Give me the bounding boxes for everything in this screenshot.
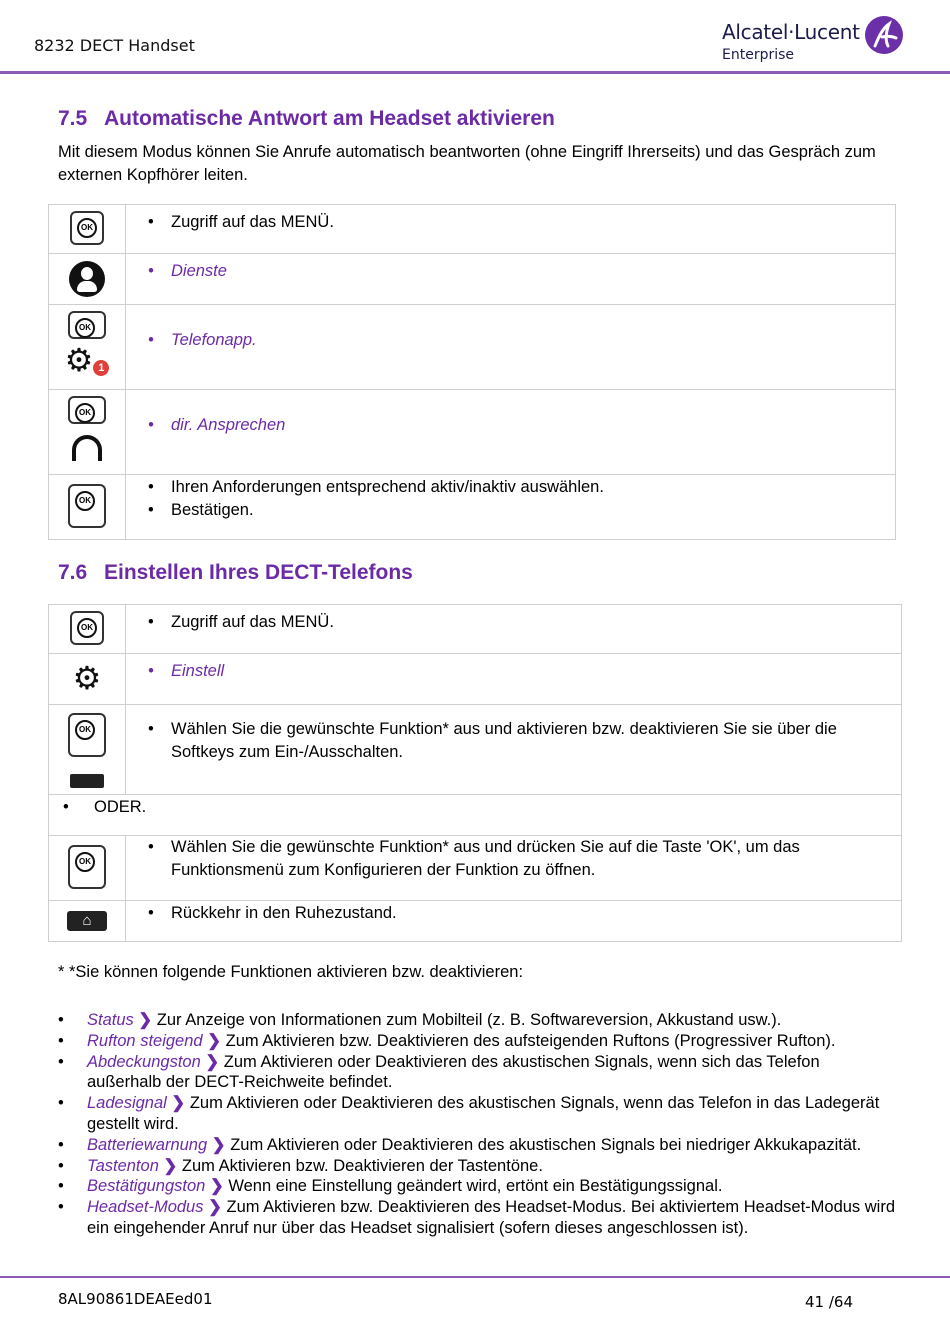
function-desc: Zum Aktivieren bzw. Deaktivieren der Tastentöne. [181,1156,543,1175]
step-text: • dir. Ansprechen [148,414,895,437]
function-name: Bestätigungston [87,1177,206,1196]
step-text-cell [126,654,902,705]
step-text-cell [126,605,902,654]
step-icon-cell [49,836,126,901]
function-name: Ladesignal [87,1094,167,1113]
header-divider [0,71,950,74]
chevron-right-icon: ❯ [171,1094,186,1113]
step-text: • Dienste [148,260,895,283]
chevron-right-icon: ❯ [211,1135,226,1154]
section-7-5-heading [58,107,555,131]
logo-mark-icon [865,16,903,54]
step-text-cell [126,836,902,901]
home-key-icon [67,911,107,931]
document-title: 8232 DECT Handset [34,36,195,55]
step-text-cell [126,205,896,254]
step-text: • Rückkehr in den Ruhezustand. [148,902,901,925]
logo-brand-text: Alcatel·Lucent [722,20,860,44]
list-item [58,1031,898,1052]
step-text-value: ODER. [94,798,147,816]
footer-divider [0,1276,950,1278]
step-icon-cell [49,654,126,705]
step-icon-cell [49,605,126,654]
list-item [58,1052,898,1094]
step-row [49,475,896,540]
chevron-right-icon: ❯ [207,1031,222,1050]
step-icon-cell [49,901,126,942]
function-desc: Zum Aktivieren oder Deaktivieren des akustischen Signals, wenn sich das Telefon außerhalb der DECT-Reichweite befindet. [87,1052,820,1092]
step-row [49,795,902,836]
softkey-icon [70,774,104,788]
functions-list [58,1010,898,1239]
steps-table-7-5 [48,204,896,540]
step-text: • Ihren Anforderungen entsprechend aktiv/inaktiv auswählen. [148,476,895,499]
step-text: • Einstell [148,660,901,683]
step-text: • Bestätigen. [148,499,895,522]
services-person-icon [69,261,105,297]
settings-gear-icon: ⚙ [72,660,102,696]
function-name: Status [87,1011,134,1029]
function-desc: Zum Aktivieren oder Deaktivieren des akustischen Signals bei niedriger Akkukapazität. [230,1135,862,1154]
settings-gear-icon: ⚙ [64,342,94,378]
chevron-right-icon: ❯ [209,1177,224,1196]
navigator-up-down-icon [68,713,106,757]
step-text-cell [49,795,902,836]
step-row [49,654,902,705]
list-item [58,1156,898,1177]
list-item [58,1135,898,1156]
chevron-right-icon: ❯ [205,1052,220,1071]
chevron-right-icon: ❯ [138,1011,153,1029]
step-text-cell [126,305,896,390]
step-icon-cell [49,205,126,254]
step-row [49,705,902,795]
list-item [58,1197,898,1239]
function-desc: Zum Aktivieren oder Deaktivieren des akustischen Signals, wenn das Telefon in das Ladegerät gestellt wird. [87,1094,880,1133]
step-row [49,605,902,654]
section-7-5-intro: Mit diesem Modus können Sie Anrufe automatisch beantworten (ohne Eingriff Ihrerseits) und das Gespräch zum externen Kopfhörer leiten. [58,143,876,184]
notification-badge: 1 [93,360,109,376]
function-name: Abdeckungston [87,1052,201,1071]
steps-table-7-6 [48,604,902,942]
function-desc: Zur Anzeige von Informationen zum Mobilteil (z. B. Softwareversion, Akkustand usw.). [156,1011,782,1029]
section-number: 7.6 [58,561,88,584]
navigation-left-right-icon [68,311,106,339]
chevron-right-icon: ❯ [208,1198,222,1217]
chevron-right-icon: ❯ [163,1156,178,1175]
step-row [49,836,902,901]
step-row [49,390,896,475]
section-number: 7.5 [58,107,88,130]
step-row [49,305,896,390]
function-name: Tastenton [87,1156,159,1175]
navigator-up-down-icon [68,484,106,528]
step-icon-cell [49,305,126,390]
function-desc: Zum Aktivieren bzw. Deaktivieren des aufsteigenden Ruftons (Progressiver Rufton). [225,1031,836,1050]
step-text: • Telefonapp. [148,329,895,352]
step-icon-cell [49,705,126,795]
logo-sub-text: Enterprise [722,47,795,63]
step-icon-cell [49,390,126,475]
step-text: • Zugriff auf das MENÜ. [148,211,895,234]
step-text: • Wählen Sie die gewünschte Funktion* aus und drücken Sie auf die Taste 'OK', um das Funktionsmenü zum Konfigurieren der Funktion zu öffnen. [148,836,901,882]
function-desc: Zum Aktivieren bzw. Deaktivieren des Headset-Modus. Bei aktiviertem Headset-Modus wird ein eingehender Anruf nur über das Headset signalisiert (sofern dieses angeschlossen ist). [87,1198,896,1237]
step-text-cell [126,901,902,942]
functions-note: * *Sie können folgende Funktionen aktivieren bzw. deaktivieren: [58,963,524,981]
ok-key-icon [70,611,104,645]
function-name: Batteriewarnung [87,1135,208,1154]
step-text: • Wählen Sie die gewünschte Funktion* aus und aktivieren bzw. deaktivieren Sie sie über die Softkeys zum Ein-/Ausschalten. [148,718,901,764]
navigator-up-down-icon [68,845,106,889]
step-text-cell [126,475,896,540]
step-text: • Zugriff auf das MENÜ. [148,611,901,634]
company-logo [722,16,907,66]
page-number: 41 /64 [805,1293,853,1311]
step-text-cell [126,390,896,475]
section-title: Automatische Antwort am Headset aktivieren [104,107,555,130]
step-text-cell [126,705,902,795]
ok-key-icon [70,211,104,245]
step-row [49,205,896,254]
step-row [49,901,902,942]
headset-icon [72,435,102,461]
document-reference: 8AL90861DEAEed01 [58,1290,213,1308]
step-text: • ODER. [63,798,147,816]
step-text-cell [126,254,896,305]
function-name: Rufton steigend [87,1031,203,1050]
section-7-6-heading [58,561,413,585]
step-icon-cell [49,254,126,305]
section-title: Einstellen Ihres DECT-Telefons [104,561,413,584]
function-name: Headset-Modus [87,1198,204,1217]
list-item [58,1010,898,1031]
list-item [58,1093,898,1135]
step-row [49,254,896,305]
function-desc: Wenn eine Einstellung geändert wird, ertönt ein Bestätigungssignal. [228,1177,723,1196]
step-icon-cell [49,475,126,540]
list-item [58,1176,898,1197]
navigation-left-right-icon [68,396,106,424]
